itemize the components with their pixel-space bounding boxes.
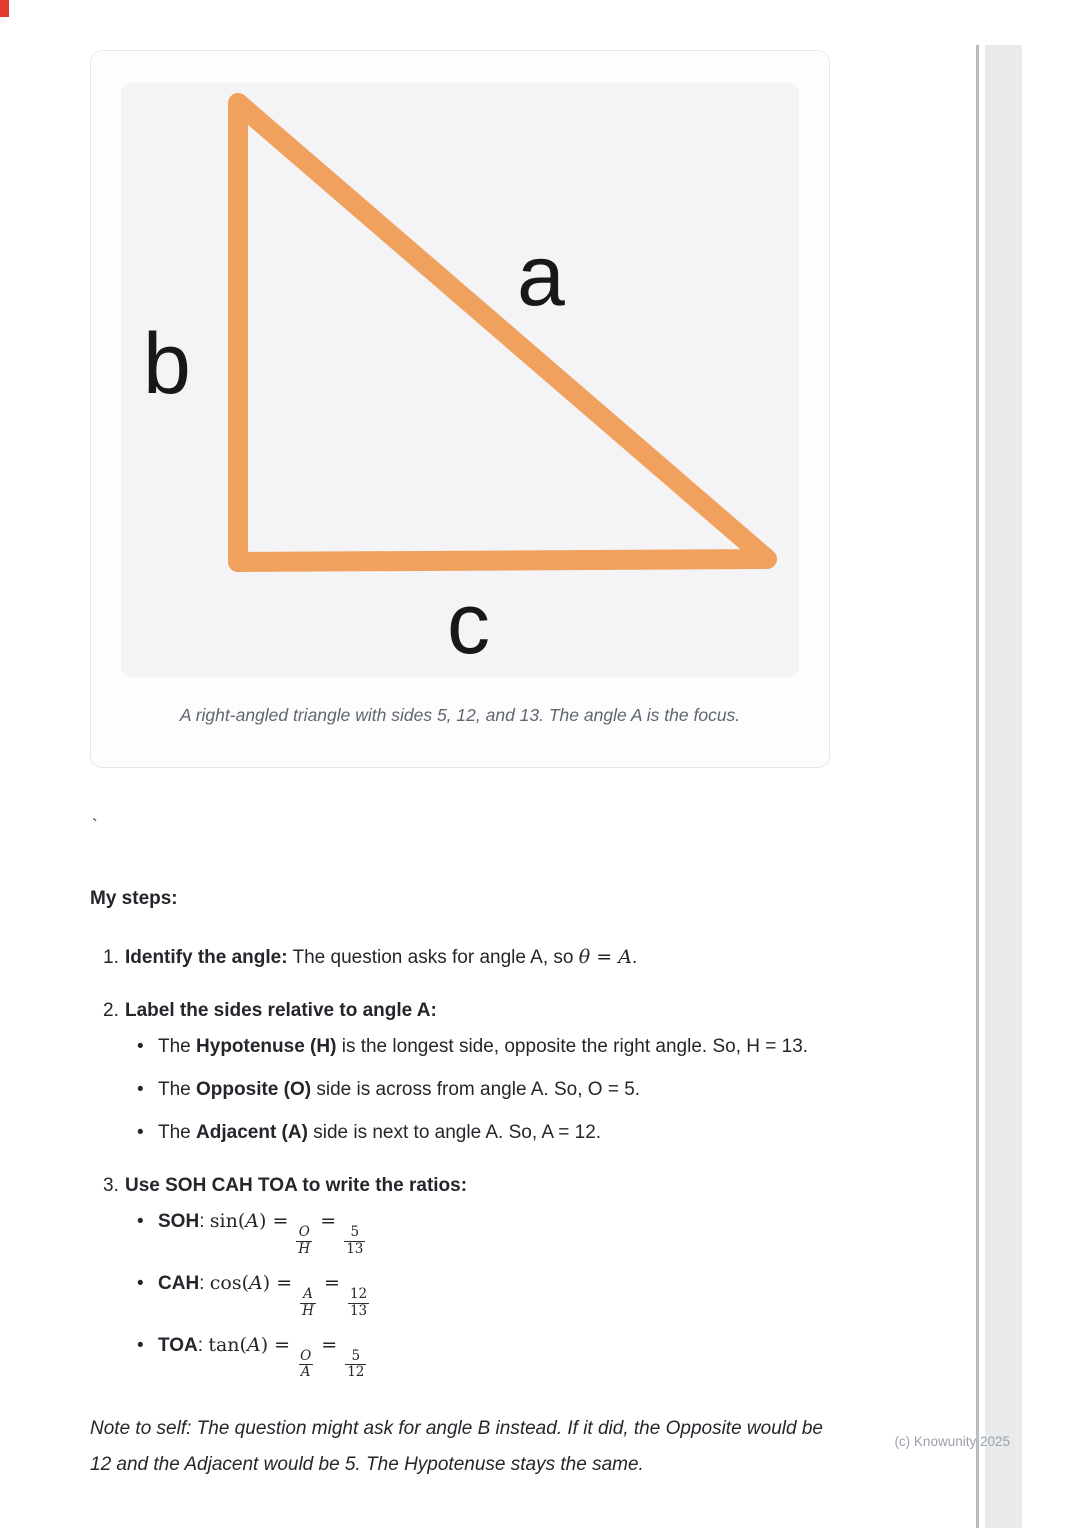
step-1	[90, 943, 832, 972]
math-arg: A	[249, 1272, 263, 1295]
ratio-sep: :	[199, 1273, 210, 1295]
bullet-post: is the longest side, opposite the right angle. So, H = 13.	[336, 1036, 809, 1058]
bullet-bold: Hypotenuse (H)	[196, 1036, 337, 1058]
corner-marker	[0, 0, 9, 17]
step-1-text: The question asks for angle A, so	[287, 947, 579, 969]
figure-caption: A right-angled triangle with sides 5, 12, and 13. The angle A is the focus.	[179, 705, 741, 725]
figure-card	[90, 50, 830, 768]
fraction-denominator: 13	[346, 1240, 364, 1257]
bullet-marker: •	[137, 1122, 144, 1144]
copyright-footer: (c) Knowunity 2025	[894, 1434, 1010, 1449]
step-2-number: 2.	[103, 1000, 119, 1022]
math-arg: A	[245, 1210, 259, 1233]
fraction-denominator: H	[302, 1302, 314, 1319]
math-lparen: (	[239, 1334, 247, 1357]
fraction-AH	[300, 1287, 316, 1319]
triangle-outline	[238, 103, 767, 562]
fraction-numerator: A	[303, 1286, 313, 1302]
bullet-bold: Adjacent (A)	[196, 1122, 308, 1144]
fraction-numerator: 5	[351, 1347, 361, 1364]
scrollbar-track[interactable]	[985, 45, 1022, 1528]
math-rparen: )	[258, 1210, 267, 1233]
fraction-5-13	[344, 1225, 365, 1257]
fraction-denominator: H	[298, 1240, 311, 1257]
fraction-denominator: 13	[349, 1302, 368, 1319]
bullet-opposite	[125, 1075, 832, 1104]
math-func: cos	[209, 1272, 242, 1295]
bullet-hypotenuse	[125, 1032, 832, 1061]
fraction-denominator: A	[300, 1364, 311, 1381]
bullet-adjacent	[125, 1118, 832, 1147]
bullet-adjacent-text	[158, 1118, 832, 1147]
math-var-A: A	[618, 946, 632, 969]
fraction-5-12	[345, 1349, 366, 1381]
bullet-marker: •	[137, 1335, 144, 1357]
math-rparen: )	[262, 1272, 271, 1295]
step-3	[90, 1171, 832, 1380]
ratio-soh-expression	[158, 1207, 832, 1257]
bullet-pre: The	[158, 1036, 197, 1058]
fraction-12-13	[348, 1287, 369, 1319]
bullet-hypotenuse-text	[158, 1032, 832, 1061]
page-edge-divider	[976, 45, 979, 1528]
bullet-bold: Opposite (O)	[196, 1079, 312, 1101]
math-rparen: )	[260, 1334, 269, 1357]
fraction-numerator: O	[300, 1347, 312, 1364]
ratio-sep: :	[197, 1335, 209, 1357]
triangle-label-c: c	[447, 576, 490, 672]
math-equals: =	[590, 946, 619, 969]
math-equals: =	[270, 1272, 299, 1295]
fraction-numerator: 12	[349, 1286, 368, 1302]
step-1-number: 1.	[103, 947, 119, 969]
ratio-cah	[125, 1269, 832, 1319]
math-equals: =	[268, 1334, 297, 1357]
math-equals: =	[266, 1210, 295, 1233]
math-equals: =	[314, 1210, 343, 1233]
fraction-numerator: 5	[350, 1224, 360, 1241]
ratio-toa	[125, 1331, 832, 1381]
bullet-pre: The	[158, 1079, 197, 1101]
note-to-self: Note to self: The question might ask for angle B instead. If it did, the Opposite would be 12 and the Adjacent would be 5. The Hypotenuse stays the same.	[90, 1417, 823, 1475]
math-lparen: (	[237, 1210, 246, 1233]
fraction-OH	[296, 1225, 312, 1257]
fraction-numerator: O	[298, 1224, 310, 1241]
steps-heading: My steps:	[90, 888, 178, 909]
math-equals: =	[315, 1334, 344, 1357]
ratio-label: CAH	[158, 1273, 200, 1295]
math-func: tan	[208, 1334, 240, 1357]
ratio-cah-expression	[158, 1269, 832, 1319]
ratio-toa-expression	[158, 1331, 832, 1381]
ratio-sep: :	[199, 1211, 210, 1233]
step-1-body	[125, 943, 832, 972]
bullet-pre: The	[158, 1122, 197, 1144]
bullet-marker: •	[137, 1079, 144, 1101]
math-lparen: (	[241, 1272, 249, 1295]
step-3-number: 3.	[103, 1175, 119, 1197]
step-2	[90, 996, 832, 1147]
math-equals: =	[317, 1272, 346, 1295]
fraction-denominator: 12	[347, 1364, 365, 1381]
ratio-label: TOA	[158, 1335, 198, 1357]
math-func: sin	[209, 1210, 238, 1233]
stray-backtick: `	[92, 816, 98, 835]
triangle-figure	[121, 83, 799, 677]
math-theta: θ	[578, 946, 591, 969]
step-1-tail: .	[631, 947, 638, 969]
triangle-label-b: b	[143, 316, 191, 412]
triangle-label-a: a	[517, 228, 565, 324]
step-2-body	[125, 996, 832, 1147]
bullet-post: side is across from angle A. So, O = 5.	[311, 1079, 641, 1101]
ratio-label: SOH	[158, 1211, 200, 1233]
bullet-post: side is next to angle A. So, A = 12.	[307, 1122, 602, 1144]
bullet-opposite-text	[158, 1075, 832, 1104]
step-1-bold: Identify the angle:	[125, 947, 288, 969]
notes-content	[90, 884, 832, 1502]
bullet-marker: •	[137, 1273, 144, 1295]
fraction-OA	[298, 1349, 313, 1381]
math-arg: A	[246, 1334, 261, 1357]
step-2-bold: Label the sides relative to angle A:	[125, 1000, 437, 1022]
ratio-soh	[125, 1207, 832, 1257]
step-3-bold: Use SOH CAH TOA to write the ratios:	[125, 1175, 468, 1197]
step-3-body	[125, 1171, 832, 1380]
bullet-marker: •	[137, 1211, 144, 1233]
bullet-marker: •	[137, 1036, 144, 1058]
